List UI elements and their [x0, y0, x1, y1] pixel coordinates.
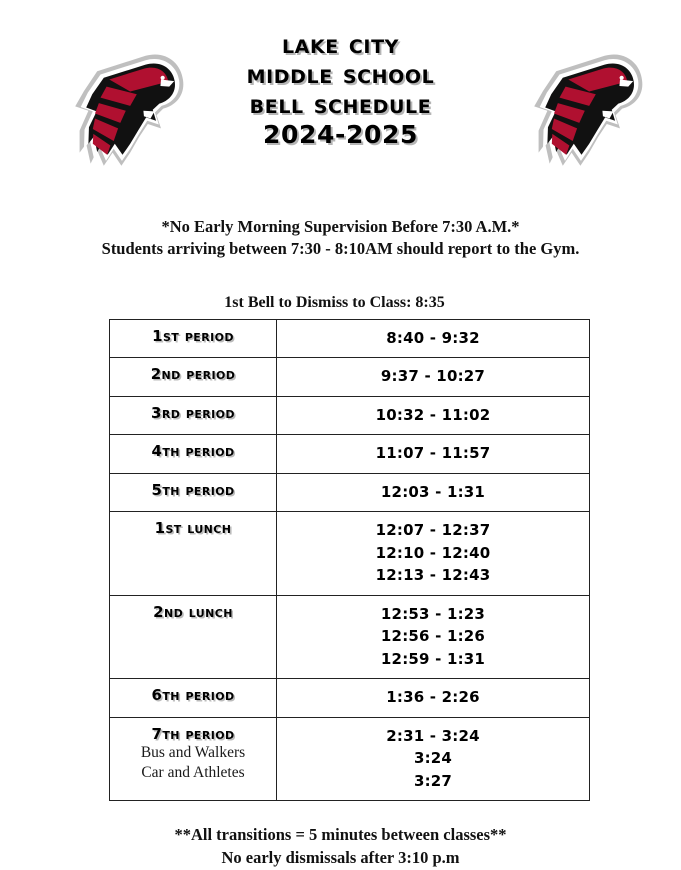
- arrival-notices: [0, 216, 681, 260]
- period-label-cell: [110, 512, 277, 596]
- time-entry: 11:07 - 11:57: [375, 444, 491, 463]
- period-label-cell: [110, 717, 277, 801]
- table-row: [110, 358, 590, 397]
- notice-report-to-gym: Students arriving between 7:30 - 8:10AM should report to the Gym.: [101, 238, 580, 258]
- schedule-rows: [110, 319, 590, 801]
- period-label: 1st lunch: [154, 519, 232, 538]
- period-time-cell: [277, 319, 590, 358]
- document-header: [0, 0, 681, 200]
- period-label: 2nd lunch: [153, 602, 233, 621]
- table-row: [110, 679, 590, 718]
- time-entry: 1:36 - 2:26: [386, 688, 480, 707]
- table-row: [110, 396, 590, 435]
- period-label: 6th period: [151, 686, 235, 705]
- time-entry: 12:13 - 12:43: [375, 566, 491, 585]
- title-line-school-name: middle school: [246, 59, 435, 91]
- period-label-cell: [110, 358, 277, 397]
- period-time-cell: [277, 717, 590, 801]
- time-entry: 12:53 - 1:23: [380, 604, 486, 623]
- table-row: [110, 473, 590, 512]
- time-entry: 8:40 - 9:32: [386, 328, 480, 347]
- period-time-cell: [277, 595, 590, 679]
- time-entry: 12:10 - 12:40: [375, 543, 491, 562]
- dismissal-group-label: Car and Athletes: [141, 763, 245, 781]
- period-time-cell: [277, 679, 590, 718]
- time-entry: 12:59 - 1:31: [380, 649, 486, 668]
- footer-dismissal-note: No early dismissals after 3:10 p.m: [221, 848, 460, 868]
- period-label: 7th period: [151, 724, 235, 743]
- bell-schedule-table: [109, 319, 590, 802]
- schedule-table-wrapper: [109, 319, 590, 802]
- time-entry: 9:37 - 10:27: [380, 367, 486, 386]
- page-title: [0, 30, 681, 149]
- time-entry: 10:32 - 11:02: [375, 405, 491, 424]
- table-row: [110, 512, 590, 596]
- period-time-cell: [277, 435, 590, 474]
- title-line-school-city: lake city: [281, 29, 400, 60]
- period-time-cell: [277, 473, 590, 512]
- table-row: [110, 435, 590, 474]
- period-label-cell: [110, 435, 277, 474]
- dismissal-group-label: Bus and Walkers: [140, 744, 246, 762]
- period-label: 3rd period: [151, 403, 235, 422]
- time-entry: 3:27: [413, 771, 453, 790]
- period-label: 1st period: [152, 326, 234, 345]
- period-label-cell: [110, 319, 277, 358]
- period-label: 2nd period: [150, 365, 236, 384]
- period-time-cell: [277, 512, 590, 596]
- time-entry: 2:31 - 3:24: [386, 726, 480, 745]
- footer-transitions-note: **All transitions = 5 minutes between classes**: [174, 825, 507, 845]
- notice-no-early-supervision: *No Early Morning Supervision Before 7:30 A.M.*: [161, 217, 520, 236]
- table-row: [110, 595, 590, 679]
- period-label: 5th period: [151, 480, 235, 499]
- time-entry: 12:03 - 1:31: [380, 482, 486, 501]
- table-row: [110, 319, 590, 358]
- first-bell-note: 1st Bell to Dismiss to Class: 8:35: [224, 293, 445, 311]
- period-time-cell: [277, 358, 590, 397]
- document-footer: [0, 823, 681, 870]
- period-time-cell: [277, 396, 590, 435]
- time-entry: 3:24: [413, 749, 453, 768]
- title-line-document-type: bell schedule: [249, 89, 432, 121]
- period-label-cell: [110, 396, 277, 435]
- time-entry: 12:07 - 12:37: [375, 521, 491, 540]
- period-label-cell: [110, 473, 277, 512]
- period-label-cell: [110, 679, 277, 718]
- table-row: [110, 717, 590, 801]
- period-label-cell: [110, 595, 277, 679]
- period-label: 4th period: [151, 442, 235, 461]
- title-line-school-year: 2024-2025: [263, 119, 418, 149]
- time-entry: 12:56 - 1:26: [380, 627, 486, 646]
